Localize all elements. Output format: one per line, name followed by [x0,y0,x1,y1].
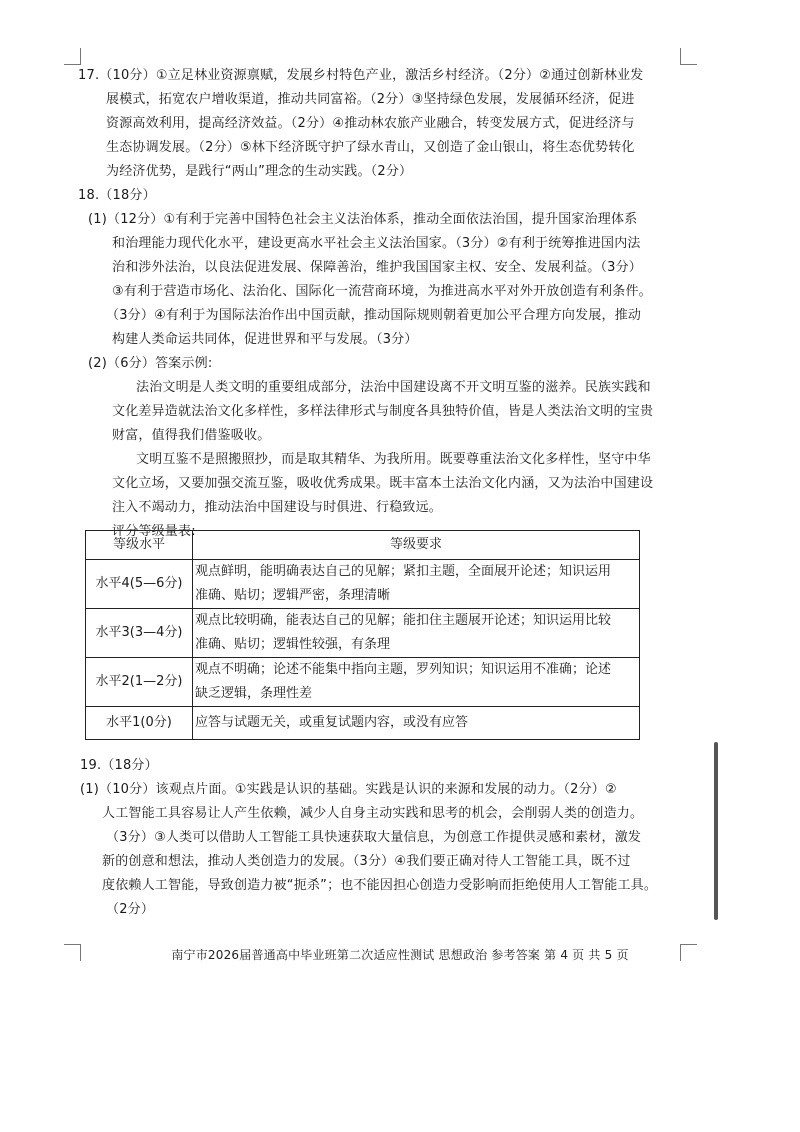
q17-line: 17.（10分）①立足林业资源禀赋，发展乡村特色产业，激活乡村经济。（2分）②通过创新林业发 [78,68,644,83]
question-18 [78,184,710,544]
q18-part1-line: (1)（12分）①有利于完善中国特色社会主义法治体系，推动全面依法治国，提升国家治理体系 [88,212,638,227]
q17-line: 生态协调发展。（2分）⑤林下经济既守护了绿水青山，又创造了金山银山，将生态优势转化 [106,140,635,155]
q18-para1-line: 财富，值得我们借鉴吸收。 [112,428,271,443]
q18-part1-line: ③有利于营造市场化、法治化、国际化一流营商环境，为推进高水平对外开放创造有利条件。 [112,284,652,299]
grading-table [85,530,640,740]
q18-para1-line: 文化差异造就法治文化多样性，多样法律形式与制度各具独特价值，皆是人类法治文明的宝贵 [112,404,654,419]
q17-line: 资源高效利用，提高经济效益。（2分）④推动林农旅产业融合，转变发展方式，促进经济与 [106,116,635,131]
q18-part1-line: （3分）④有利于为国际法治作出中国贡献，推动国际规则朝着更加公平合理方向发展，推动 [106,308,642,323]
level-cell: 水平2(1—2分) [86,658,193,707]
table-header-row [86,531,640,560]
page-footer: 南宁市2026届普通高中毕业班第二次适应性测试 思想政治 参考答案 第 4 页 共 5 页 [171,948,629,962]
q18-part1-line: 构建人类命运共同体，促进世界和平与发展。（3分） [112,332,418,347]
scrollbar[interactable] [714,742,718,920]
table-header: 等级水平 [86,531,193,560]
requirement-cell [193,707,640,740]
q18-para2-line: 文化立场，又要加强交流互鉴，吸收优秀成果。既丰富本土法治文化内涵，又为法治中国建设 [112,476,654,491]
requirement-line: 准确、贴切；逻辑严密，条理清晰 [195,588,391,603]
requirement-line: 观点比较明确，能表达自己的见解；能扣住主题展开论述；知识运用比较 [195,613,612,628]
q19-heading: 19.（18分） [80,758,158,773]
requirement-cell [193,609,640,658]
crop-mark-top-right [680,48,697,65]
level-cell: 水平4(5—6分) [86,560,193,609]
level-cell: 水平1(0分) [86,707,193,740]
table-row [86,560,640,609]
q18-para2-line: 注入不竭动力，推动法治中国建设与时俱进、行稳致远。 [112,500,443,515]
requirement-line: 观点鲜明，能明确表达自己的见解；紧扣主题，全面展开论述；知识运用 [195,564,612,579]
table-header: 等级要求 [193,531,640,560]
q18-heading: 18.（18分） [78,188,156,203]
requirement-line: 准确、贴切；逻辑性较强，有条理 [195,637,391,652]
q19-part1-line: 人工智能工具容易让人产生依赖，减少人自身主动实践和思考的机会，会削弱人类的创造力。 [102,806,644,821]
q18-para1-line: 法治文明是人类文明的重要组成部分，法治中国建设离不开文明互鉴的滋养。民族实践和 [136,380,651,395]
requirement-cell [193,658,640,707]
requirement-line: 缺乏逻辑，条理性差 [195,686,313,701]
q18-part1-line: 和治理能力现代化水平，建设更高水平社会主义法治国家。（3分）②有利于统筹推进国内法 [112,236,641,251]
requirement-line: 观点不明确；论述不能集中指向主题，罗列知识；知识运用不准确；论述 [195,662,612,677]
crop-mark-top-left [64,48,81,65]
q18-part2-heading: (2)（6分）答案示例: [88,356,213,371]
level-cell: 水平3(3—4分) [86,609,193,658]
q17-line: 为经济优势，是践行“两山”理念的生动实践。（2分） [106,164,413,179]
q19-part1-line: 度依赖人工智能，导致创造力被“扼杀”；也不能因担心创造力受影响而拒绝使用人工智能工具。 [102,878,658,893]
q19-part1-line: (1)（10分）该观点片面。①实践是认识的基础。实践是认识的来源和发展的动力。（2分）② [80,782,617,797]
q18-para2-line: 文明互鉴不是照搬照抄，而是取其精华、为我所用。既要尊重法治文化多样性，坚守中华 [136,452,651,467]
q17-line: 展模式，拓宽农户增收渠道，推动共同富裕。（2分）③坚持绿色发展，发展循环经济，促进 [106,92,635,107]
q19-part1-line: 新的创意和想法，推动人类创造力的发展。（3分）④我们要正确对待人工智能工具，既不过 [102,854,631,869]
table-row [86,707,640,740]
requirement-cell [193,560,640,609]
requirement-line: 应答与试题无关，或重复试题内容，或没有应答 [195,715,469,730]
question-19 [78,754,718,922]
table-row [86,609,640,658]
table-row [86,658,640,707]
q19-part1-line: （2分） [106,902,155,917]
question-17 [78,64,710,184]
table-title: 评分等级量表: [112,524,196,539]
answers-upper [78,64,710,544]
q19-part1-line: （3分）③人类可以借助人工智能工具快速获取大量信息，为创意工作提供灵感和素材，激发 [106,830,642,845]
q18-part1-line: 治和涉外法治，以良法促进发展、保障善治，维护我国国家主权、安全、发展利益。（3分） [112,260,642,275]
